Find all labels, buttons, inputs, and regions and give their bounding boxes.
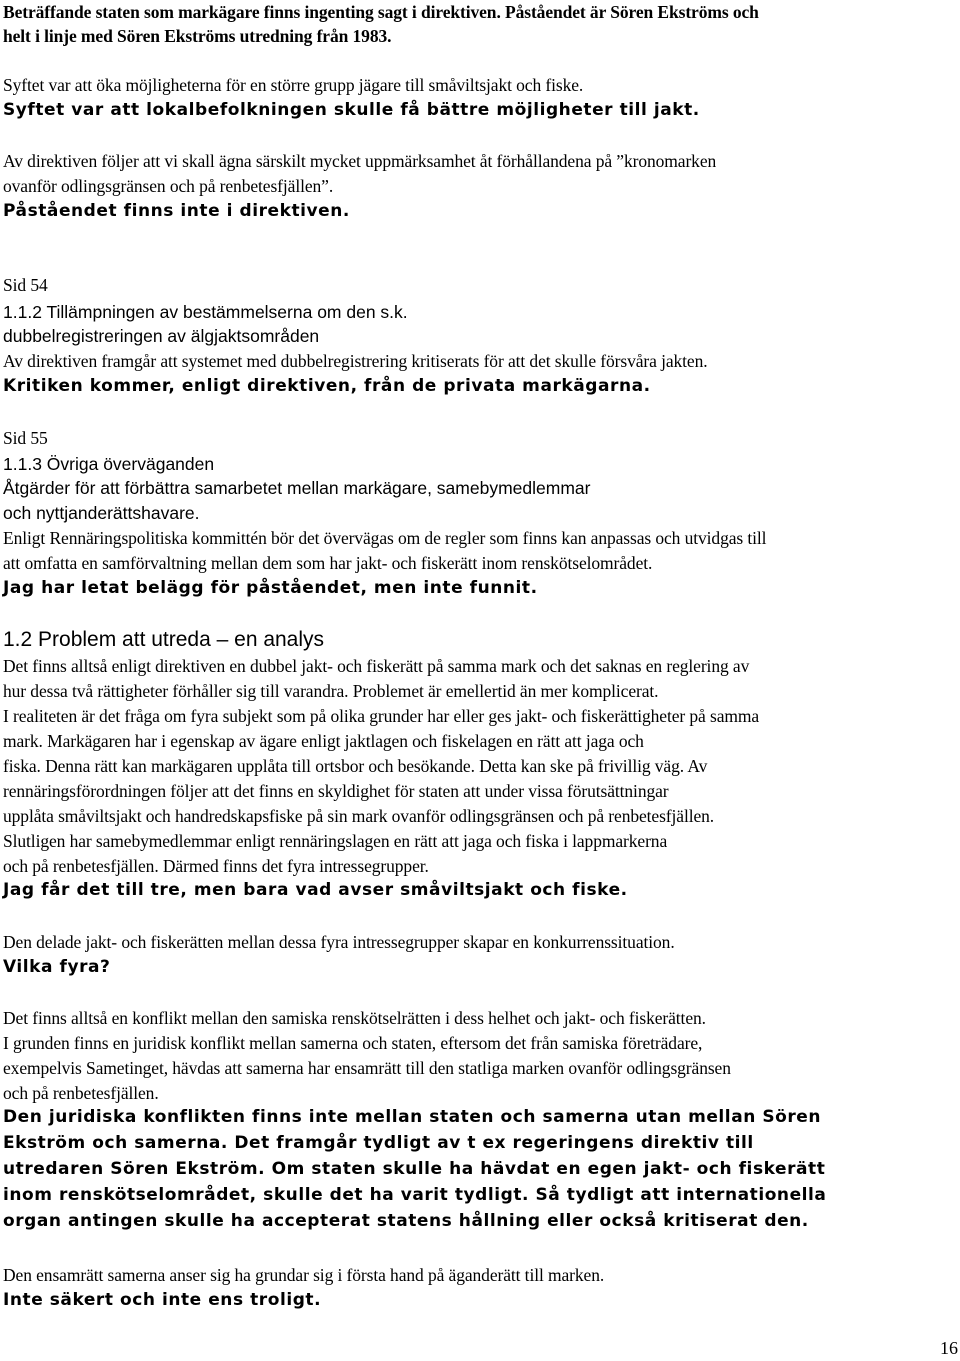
paragraph-line: Beträffande staten som markägare finns ingenting sagt i direktiven. Påståendet är Sören Ekströms och	[3, 2, 759, 22]
paragraph-line: helt i linje med Sören Ekströms utredning från 1983.	[3, 26, 392, 46]
section-heading: Åtgärder för att förbättra samarbetet mellan markägare, samebymedlemmar	[3, 478, 591, 498]
paragraph-line: Det finns alltså enligt direktiven en dubbel jakt- och fiskerätt på samma mark och det saknas en reglering av	[3, 656, 750, 676]
paragraph-line: att omfatta en samförvaltning mellan dem som har jakt- och fiskerätt inom renskötselområdet.	[3, 553, 653, 573]
paragraph-line: I grunden finns en juridisk konflikt mellan samerna och staten, eftersom det från samiska företrädare,	[3, 1033, 703, 1053]
comment-line: Syftet var att lokalbefolkningen skulle få bättre möjligheter till jakt.	[3, 100, 700, 120]
comment-line: Jag får det till tre, men bara vad avser småviltsjakt och fiske.	[3, 880, 628, 900]
page-number: 16	[940, 1338, 958, 1358]
comment-line: Ekström och samerna. Det framgår tydligt av t ex regeringens direktiv till	[3, 1133, 754, 1153]
comment-line: utredaren Sören Ekström. Om staten skulle ha hävdat en egen jakt- och fiskerätt	[3, 1159, 826, 1179]
paragraph-line: Det finns alltså en konflikt mellan den samiska renskötselrätten i dess helhet och jakt- och fiskerätten.	[3, 1008, 706, 1028]
comment-line: inom renskötselområdet, skulle det ha varit tydligt. Så tydligt att internationella	[3, 1185, 827, 1205]
comment-line: Kritiken kommer, enligt direktiven, från de privata markägarna.	[3, 376, 651, 396]
paragraph-line: Den ensamrätt samerna anser sig ha grundar sig i första hand på äganderätt till marken.	[3, 1265, 605, 1285]
comment-line: Påståendet finns inte i direktiven.	[3, 201, 350, 221]
paragraph-line: hur dessa två rättigheter förhåller sig till varandra. Problemet är emellertid än mer komplicerat.	[3, 681, 659, 701]
paragraph-line: Slutligen har samebymedlemmar enligt rennäringslagen en rätt att jaga och fiska i lappmarkerna	[3, 831, 668, 851]
comment-line: organ antingen skulle ha accepterat statens hållning eller också kritiserat den.	[3, 1211, 809, 1231]
comment-line: Jag har letat belägg för påståendet, men inte funnit.	[3, 578, 538, 598]
section-heading: dubbelregistreringen av älgjaktsområden	[3, 326, 320, 346]
section-heading: 1.1.3 Övriga överväganden	[3, 454, 215, 474]
paragraph-line: fiska. Denna rätt kan markägaren upplåta till ortsbor och besökande. Detta kan ske på frivillig väg. Av	[3, 756, 708, 776]
paragraph-line: rennäringsförordningen följer att det finns en skyldighet för staten att under vissa förutsättningar	[3, 781, 669, 801]
paragraph-line: I realiteten är det fråga om fyra subjekt som på olika grunder har eller ges jakt- och fiskerättigheter på samma	[3, 706, 760, 726]
paragraph-line: och på renbetesfjällen. Därmed finns det fyra intressegrupper.	[3, 856, 429, 876]
paragraph-line: mark. Markägaren har i egenskap av ägare enligt jaktlagen och fiskelagen en rätt att jaga och	[3, 731, 644, 751]
paragraph-line: Syftet var att öka möjligheterna för en större grupp jägare till småviltsjakt och fiske.	[3, 75, 584, 95]
page-reference: Sid 54	[3, 275, 48, 295]
paragraph-line: Enligt Rennäringspolitiska kommittén bör det övervägas om de regler som finns kan anpassas och utvidgas till	[3, 528, 767, 548]
paragraph-line: och på renbetesfjällen.	[3, 1083, 159, 1103]
comment-line: Vilka fyra?	[3, 957, 111, 977]
paragraph-line: Den delade jakt- och fiskerätten mellan dessa fyra intressegrupper skapar en konkurrenssituation.	[3, 932, 675, 952]
comment-line: Den juridiska konflikten finns inte mellan staten och samerna utan mellan Sören	[3, 1107, 822, 1127]
comment-line: Inte säkert och inte ens troligt.	[3, 1290, 322, 1310]
chapter-heading: 1.2 Problem att utreda – en analys	[3, 628, 325, 651]
section-heading: 1.1.2 Tillämpningen av bestämmelserna om den s.k.	[3, 302, 408, 322]
page-reference: Sid 55	[3, 428, 48, 448]
paragraph-line: Av direktiven framgår att systemet med dubbelregistrering kritiserats för att det skulle försvåra jakten.	[3, 351, 708, 371]
paragraph-line: upplåta småviltsjakt och handredskapsfiske på sin mark ovanför odlingsgränsen och på renbetesfjällen.	[3, 806, 715, 826]
section-heading: och nyttjanderättshavare.	[3, 503, 200, 523]
paragraph-line: ovanför odlingsgränsen och på renbetesfjällen”.	[3, 176, 334, 196]
paragraph-line: exempelvis Sametinget, hävdas att samerna har ensamrätt till den statliga marken ovanför odlingsgränsen	[3, 1058, 731, 1078]
paragraph-line: Av direktiven följer att vi skall ägna särskilt mycket uppmärksamhet åt förhållandena på ”kronomarken	[3, 151, 717, 171]
